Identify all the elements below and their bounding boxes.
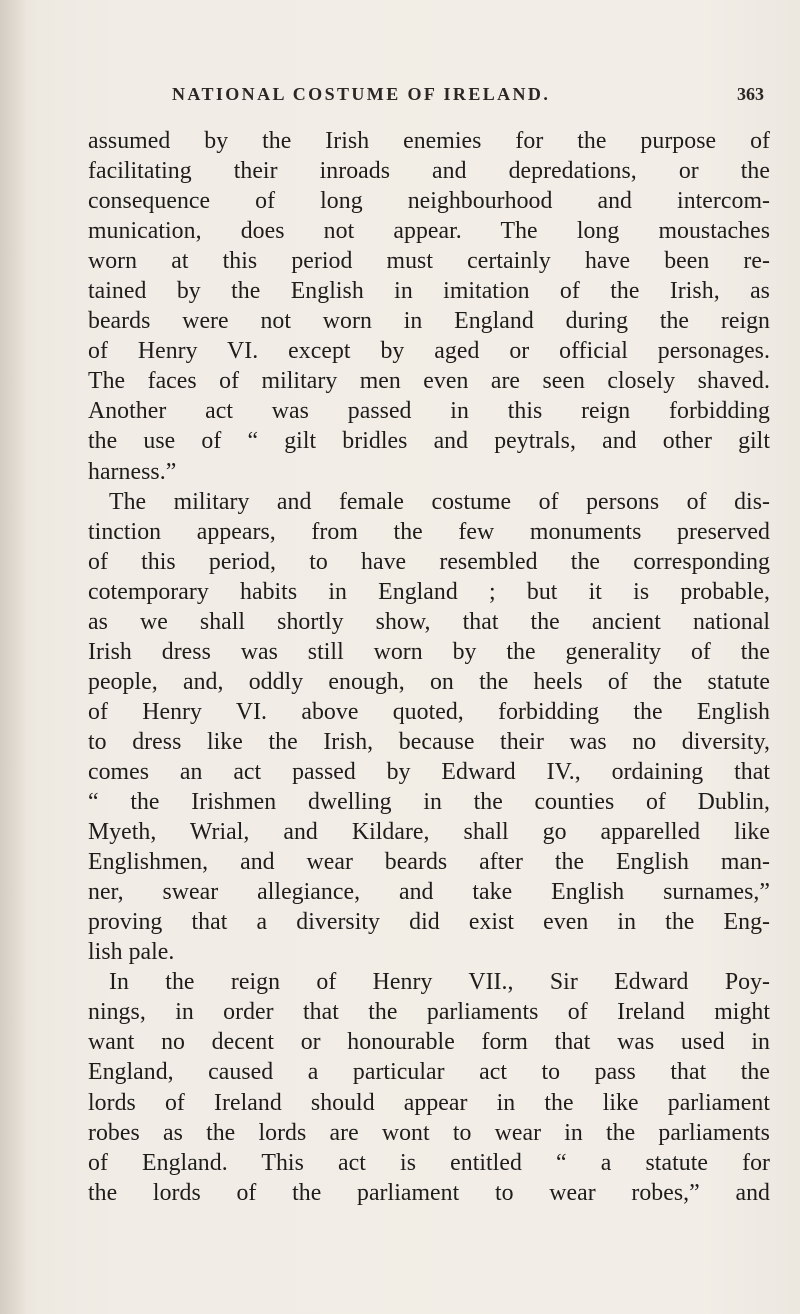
text-line: Irish dress was still worn by the generality of the (88, 638, 770, 665)
text-line: consequence of long neighbourhood and intercom- (88, 188, 770, 215)
text-line: comes an act passed by Edward IV., ordaining that (88, 758, 770, 785)
text-line: Myeth, Wrial, and Kildare, shall go apparelled like (88, 819, 770, 846)
text-line: to dress like the Irish, because their was no diversity, (88, 728, 770, 755)
text-line: as we shall shortly show, that the ancient national (88, 608, 770, 635)
text-line: facilitating their inroads and depredations, or the (88, 158, 770, 185)
text-line: munication, does not appear. The long moustaches (88, 218, 770, 245)
text-line: of Henry VI. except by aged or official personages. (88, 338, 770, 365)
paragraph-end-line: lish pale. (88, 939, 175, 966)
text-line: of England. This act is entitled “ a statute for (88, 1149, 770, 1176)
text-line: England, caused a particular act to pass that the (88, 1059, 770, 1086)
text-line: beards were not worn in England during the reign (88, 308, 770, 335)
text-line: proving that a diversity did exist even in the Eng- (88, 909, 770, 936)
text-line: the lords of the parliament to wear robes,” and (88, 1179, 770, 1206)
text-line: tinction appears, from the few monuments preserved (88, 518, 770, 545)
text-line: of this period, to have resembled the corresponding (88, 548, 770, 575)
text-line: of Henry VI. above quoted, forbidding the English (88, 698, 770, 725)
text-line: worn at this period must certainly have been re- (88, 248, 770, 275)
text-line: nings, in order that the parliaments of Ireland might (88, 999, 770, 1026)
text-line: Another act was passed in this reign forbidding (88, 398, 770, 425)
text-line: assumed by the Irish enemies for the purpose of (88, 128, 770, 154)
text-line: “ the Irishmen dwelling in the counties of Dublin, (88, 789, 770, 816)
text-line: want no decent or honourable form that was used in (88, 1029, 770, 1056)
text-line: ner, swear allegiance, and take English surnames,” (88, 879, 770, 906)
text-line: tained by the English in imitation of the Irish, as (88, 278, 770, 305)
running-head: NATIONAL COSTUME OF IRELAND. (172, 84, 551, 104)
text-line: cotemporary habits in England ; but it is probable, (88, 578, 770, 605)
body-text (88, 126, 770, 1208)
binding-gutter-shadow (0, 0, 26, 1314)
text-line: people, and, oddly enough, on the heels of the statute (88, 668, 770, 695)
paragraph-start-line: In the reign of Henry VII., Sir Edward Poy- (109, 969, 770, 996)
text-line: lords of Ireland should appear in the like parliament (88, 1089, 770, 1116)
page-number: 363 (737, 84, 764, 104)
text-line: Englishmen, and wear beards after the English man- (88, 849, 770, 876)
text-line: The faces of military men even are seen closely shaved. (88, 368, 770, 395)
text-line: the use of “ gilt bridles and peytrals, and other gilt (88, 428, 770, 455)
paragraph-end-line: harness.” (88, 458, 177, 485)
text-line: robes as the lords are wont to wear in the parliaments (88, 1119, 770, 1146)
paragraph-start-line: The military and female costume of persons of dis- (109, 488, 770, 515)
